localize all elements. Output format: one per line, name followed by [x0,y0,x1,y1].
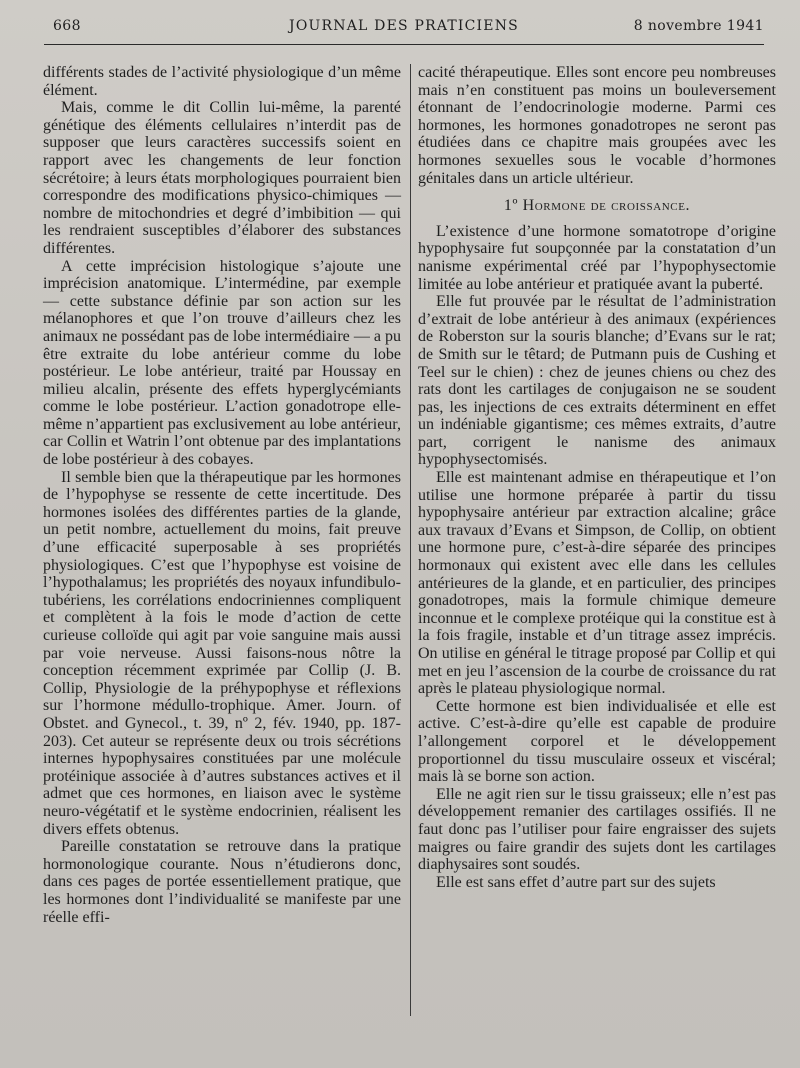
header-rule [44,44,764,45]
right-column [418,64,776,891]
column-divider [410,64,411,1016]
issue-date: 8 novembre 1941 [633,18,764,34]
paragraph: Elle est sans effet d’autre part sur des sujets [436,873,716,891]
paragraph: Elle est maintenant admise en thérapeutique et l’on utilise une hormone préparée à partir du tissu hypophysaire antérieur par extraction alcaline; grâce aux travaux d’Evans et Simpson, de Collip, on obtient une hormone pure, c’est-à-dire séparée des principes hormonaux qui existent avec elle dans les cellules antérieures de la glande, et en particulier, des principes gonadotropes, mais la formule chimique demeure inconnue et le complexe protéique qui la constitue est à la fois fragile, instable et d’un titrage assez imprécis. On utilise en général le titrage proposé par Collip et qui met en jeu l’ascension de la courbe de croissance du rat après le plateau physiologique normal. [418,469,776,698]
paragraph: L’existence d’une hormone somatotrope d’origine hypophysaire fut soupçonnée par la constatation d’un nanisme expérimental créé par l’hypophysectomie limitée au lobe antérieur et pratiquée avant la puberté. [418,222,776,293]
journal-title: JOURNAL DES PRATICIENS [289,18,519,34]
paragraph: Elle ne agit rien sur le tissu graisseux; elle n’est pas développement remanier des cartilages ossifiés. Il ne faut donc pas l’utiliser pour faire engraisser des sujets maigres ou faire grandir des sujets dont les cartilages diaphysaires sont soudés. [418,785,776,874]
paragraph: différents stades de l’activité physiologique d’un même élément. [43,64,401,99]
paragraph: Cette hormone est bien individualisée et elle est active. C’est-à-dire qu’elle est capable de produire l’allongement corporel et le développement proportionnel du tissu musculaire osseux et viscéral; mais là se borne son action. [418,697,776,786]
paragraph: A cette imprécision histologique s’ajoute une imprécision anatomique. L’intermédine, par exemple — cette substance définie par son action sur les mélanophores et que l’on trouve d’ailleurs chez les animaux ne possédant pas de lobe intermédiaire — a pu être extraite du lobe antérieur comme du lobe postérieur. Le lobe antérieur, traité par Houssay en milieu alcalin, présente des effets hyperglycémiants comme le lobe postérieur. L’action gonadotrope elle-même n’appartient pas exclusivement au lobe antérieur, car Collin et Watrin l’ont obtenue par des implantations de lobe postérieur à des cobayes. [43,257,401,469]
paragraph: Elle fut prouvée par le résultat de l’administration d’extrait de lobe antérieur à des animaux (expériences de Roberston sur la souris blanche; d’Evans sur le rat; de Smith sur le têtard; de Putmann puis de Cushing et Teel sur le chien) : chez de jeunes chiens ou chez des rats dont les cartilages de conjugaison ne se soudent pas, les injections de ces extraits déterminent en effet un indéniable gigantisme; ces mêmes extraits, d’autre part, corrigent le nanisme des animaux hypophysectomisés. [418,293,776,469]
paragraph: Il semble bien que la thérapeutique par les hormones de l’hypophyse se ressente de cette incertitude. Des hormones isolées des différentes parties de la glande, un petit nombre, actuellement du moins, fait preuve d’une efficacité superposable à ses propriétés physiologiques. C’est que l’hypophyse est voisine de l’hypothalamus; les propriétés des noyaux infundibulo-tubériens, les corrélations endocriniennes compliquent et complètent à la fois le mode d’action de cette curieuse colloïde qui agit par voie sanguine mais aussi par voie nerveuse. Aussi faisons-nous nôtre la conception récemment exprimée par Collip (J. B. Collip, Physiologie de la préhypophyse et réflexions sur l’hormone médullo-trophique. Amer. Journ. of Obstet. and Gynecol., t. 39, nº 2, fév. 1940, pp. 187-203). Cet auteur se représente deux ou trois sécrétions internes hypophysaires constituées par une molécule protéinique associée à d’autres substances actives et il admet que ces hormones, en liaison avec le système neuro-végétatif et le système endocrinien, réalisent les divers effets obtenus. [43,468,401,838]
page-number: 668 [53,18,81,34]
left-column [43,64,401,926]
running-header [44,18,764,40]
section-heading: 1º Hormone de croissance. [503,197,691,215]
paragraph: Pareille constatation se retrouve dans la pratique hormonologique courante. Nous n’étudierons donc, dans ces pages de portée essentiellement pratique, que les hormones dont l’individualité se manifeste par une réelle effi- [43,838,401,926]
paragraph: Mais, comme le dit Collin lui-même, la parenté génétique des éléments cellulaires n’interdit pas de supposer que leurs caractères successifs soient en rapport avec les changements de leur fonction sécrétoire; à leurs états morphologiques pourraient bien correspondre des modifications physico-chimiques — nombre de mitochondries et degré d’imbibition — qui les rendraient susceptibles d’élaborer des substances différentes. [43,99,401,257]
paragraph: cacité thérapeutique. Elles sont encore peu nombreuses mais n’en constituent pas moins un bouleversement étonnant de l’endocrinologie moderne. Parmi ces hormones, les hormones gonadotropes ne seront pas étudiées dans ce chapitre mais groupées avec les hormones sexuelles sous le vocable d’hormones génitales dans un article ultérieur. [418,64,776,187]
